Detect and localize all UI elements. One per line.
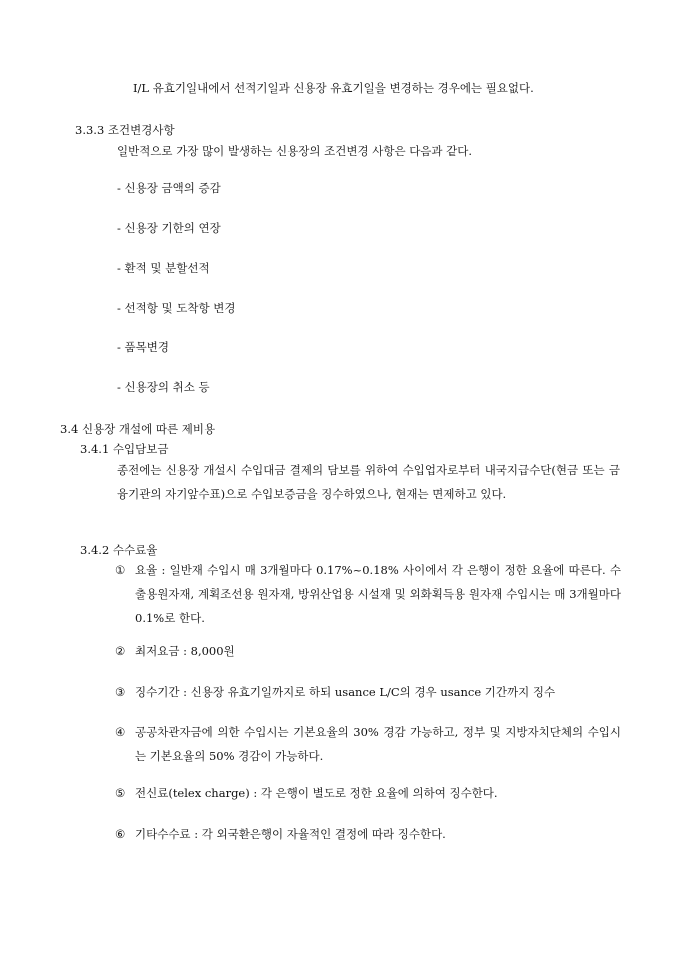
section-3-4-2-heading: 3.4.2 수수료율 <box>80 543 158 557</box>
intro-line: I/L 유효기일내에서 선적기일과 신용장 유효기일을 변경하는 경우에는 필요없다. <box>133 81 534 95</box>
list-item: - 신용장의 취소 등 <box>117 380 210 394</box>
item-marker: ④ <box>115 725 126 739</box>
fee-item-telex: 전신료(telex charge) : 각 은행이 별도로 정한 요율에 의하여 징수한다. <box>135 786 498 800</box>
fee-item-discount: 공공차관자금에 의한 수입시는 기본요율의 30% 경감 가능하고, 정부 및 지방자치단체의 수입시는 기본요율의 50% 경감이 가능하다. <box>135 725 621 763</box>
item-marker: ① <box>115 563 126 577</box>
section-3-4-1-heading: 3.4.1 수입담보금 <box>80 442 169 456</box>
item-marker: ⑥ <box>115 827 126 841</box>
section-3-3-3-heading: 3.3.3 조건변경사항 <box>75 123 175 137</box>
fee-item-other: 기타수수료 : 각 외국환은행이 자율적인 결정에 따라 징수한다. <box>135 827 446 841</box>
fee-item-minimum: 최저요금 : 8,000원 <box>135 644 235 658</box>
list-item: - 신용장 기한의 연장 <box>117 221 221 235</box>
list-item: - 신용장 금액의 증감 <box>117 181 221 195</box>
item-marker: ② <box>115 644 126 658</box>
item-marker: ⑤ <box>115 786 126 800</box>
section-3-4-heading: 3.4 신용장 개설에 따른 제비용 <box>60 422 216 436</box>
section-3-3-3-intro: 일반적으로 가장 많이 발생하는 신용장의 조건변경 사항은 다음과 같다. <box>117 144 473 158</box>
section-3-4-1-body: 종전에는 신용장 개설시 수입대금 결제의 담보를 위하여 수입업자로부터 내국지급수단(현금 또는 금융기관의 자기앞수표)으로 수입보증금을 징수하였으나, 현재는 면제하고 있다. <box>117 463 620 501</box>
fee-item-rate: 요율 : 일반재 수입시 매 3개월마다 0.17%~0.18% 사이에서 각 은행이 정한 요율에 따른다. 수출용원자재, 계획조선용 원자재, 방위산업용 시설재 및 외화획득용 원자재 수입시는 매 3개월마다 0.1%로 한다. <box>135 563 621 625</box>
list-item: - 환적 및 분할선적 <box>117 261 210 275</box>
item-marker: ③ <box>115 685 126 699</box>
list-item: - 선적항 및 도착항 변경 <box>117 301 236 315</box>
list-item: - 품목변경 <box>117 340 169 354</box>
fee-item-period: 징수기간 : 신용장 유효기일까지로 하되 usance L/C의 경우 usance 기간까지 징수 <box>135 685 556 699</box>
